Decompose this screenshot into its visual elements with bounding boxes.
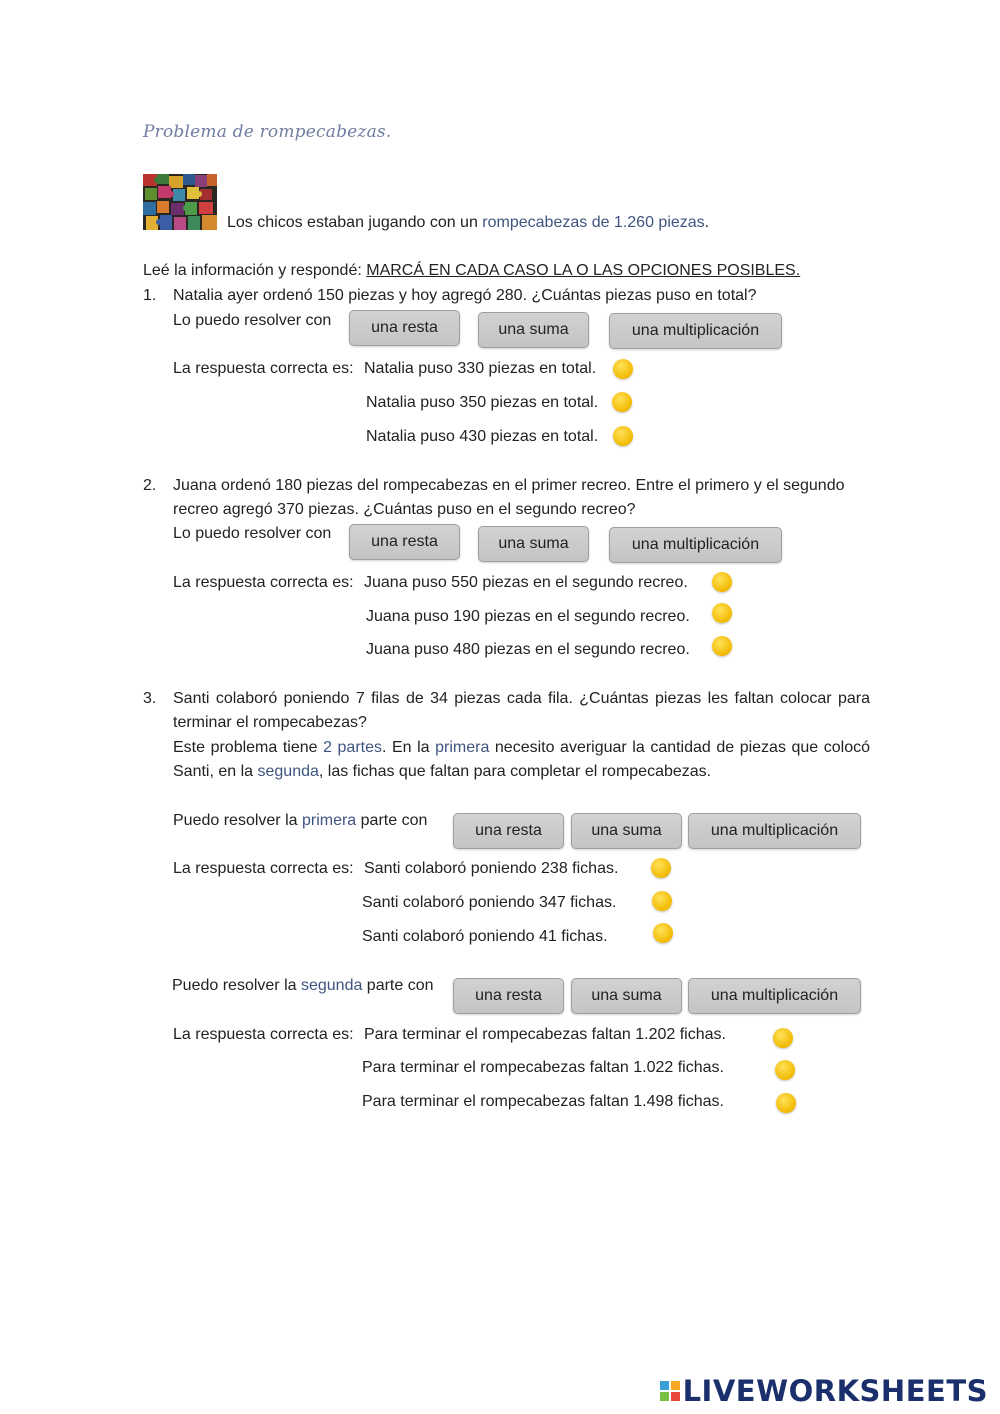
p2-answer-label: La respuesta correcta es:: [173, 574, 354, 591]
p3-part1-resta-button[interactable]: una resta: [453, 813, 564, 849]
p3-part2-resta-button[interactable]: una resta: [453, 978, 564, 1014]
p2-answer-3: Juana puso 480 piezas en el segundo recreo.: [366, 641, 690, 658]
p3-part1-answer-label: La respuesta correcta es:: [173, 860, 354, 877]
p1-resta-button[interactable]: una resta: [349, 310, 460, 346]
p2-answer-2: Juana puso 190 piezas en el segundo recreo.: [366, 608, 690, 625]
p2-answer-1: Juana puso 550 piezas en el segundo recreo.: [364, 574, 688, 591]
problem-2-number: 2.: [143, 477, 157, 494]
instruction: Leé la información y respondé: MARCÁ EN CADA CASO LA O LAS OPCIONES POSIBLES.: [143, 262, 801, 279]
p3-part1-answer-1: Santi colaboró poniendo 238 fichas.: [364, 860, 619, 877]
problem-1-number: 1.: [143, 287, 157, 304]
problem-1-resolve-label: Lo puedo resolver con: [173, 312, 332, 329]
liveworksheets-logo: [660, 1374, 988, 1408]
p3-part2-answer-label: La respuesta correcta es:: [173, 1026, 354, 1043]
p1-suma-button[interactable]: una suma: [478, 312, 589, 348]
problem-2-resolve-label: Lo puedo resolver con: [173, 525, 332, 542]
p1-answer-1: Natalia puso 330 piezas en total.: [364, 360, 597, 377]
p3-part2-answer-1: Para terminar el rompecabezas faltan 1.202 fichas.: [364, 1026, 726, 1043]
p1-answer-2-select-dot[interactable]: [612, 392, 632, 412]
p2-answer-3-select-dot[interactable]: [712, 636, 732, 656]
p3-part2-answer-3: Para terminar el rompecabezas faltan 1.498 fichas.: [362, 1093, 724, 1110]
p2-suma-button[interactable]: una suma: [478, 526, 589, 562]
p1-multiplicacion-button[interactable]: una multiplicación: [609, 313, 782, 349]
p3-part1-answer-3: Santi colaboró poniendo 41 fichas.: [362, 928, 608, 945]
intro-text: Los chicos estaban jugando con un rompecabezas de 1.260 piezas.: [227, 214, 710, 231]
problem-3-question: Santi colaboró poniendo 7 filas de 34 piezas cada fila. ¿Cuántas piezas les faltan colocar para terminar el rompecabezas?: [173, 690, 870, 731]
logo-text: LIVEWORKSHEETS: [682, 1374, 988, 1408]
p3-part1-multiplicacion-button[interactable]: una multiplicación: [688, 813, 861, 849]
instruction-underlined: MARCÁ EN CADA CASO LA O LAS OPCIONES POSIBLES.: [366, 262, 801, 279]
p3-part1-answer-2: Santi colaboró poniendo 347 fichas.: [362, 894, 617, 911]
page-title: Problema de rompecabezas.: [143, 122, 392, 142]
p3-part2-answer-3-select-dot[interactable]: [776, 1093, 796, 1113]
p2-multiplicacion-button[interactable]: una multiplicación: [609, 527, 782, 563]
p3-part1-answer-2-select-dot[interactable]: [652, 891, 672, 911]
p3-part1-answer-3-select-dot[interactable]: [653, 923, 673, 943]
p3-part2-resolve-label: Puedo resolver la segunda parte con: [172, 977, 434, 994]
problem-1-question: Natalia ayer ordenó 150 piezas y hoy agregó 280. ¿Cuántas piezas puso en total?: [173, 287, 757, 304]
p2-resta-button[interactable]: una resta: [349, 524, 460, 560]
p3-part1-suma-button[interactable]: una suma: [571, 813, 682, 849]
puzzle-image: [143, 174, 217, 230]
p2-answer-2-select-dot[interactable]: [712, 603, 732, 623]
p1-answer-2: Natalia puso 350 piezas en total.: [366, 394, 599, 411]
p3-part2-answer-1-select-dot[interactable]: [773, 1028, 793, 1048]
p3-part2-multiplicacion-button[interactable]: una multiplicación: [688, 978, 861, 1014]
p3-part2-suma-button[interactable]: una suma: [571, 978, 682, 1014]
intro-highlight: rompecabezas de 1.260 piezas: [482, 214, 705, 231]
problem-2-question-line1: Juana ordenó 180 piezas del rompecabezas en el primer recreo. Entre el primero y el segundo: [173, 477, 845, 494]
p1-answer-label: La respuesta correcta es:: [173, 360, 354, 377]
problem-3-explanation: Este problema tiene 2 partes. En la primera necesito averiguar la cantidad de piezas que colocó Santi, en la segunda, las fichas que faltan para completar el rompecabezas.: [173, 739, 871, 780]
p1-answer-3: Natalia puso 430 piezas en total.: [366, 428, 599, 445]
p1-answer-1-select-dot[interactable]: [613, 359, 633, 379]
problem-2-question-line2: recreo agregó 370 piezas. ¿Cuántas puso en el segundo recreo?: [173, 501, 636, 518]
p1-answer-3-select-dot[interactable]: [613, 426, 633, 446]
p3-part1-answer-1-select-dot[interactable]: [651, 858, 671, 878]
p3-part2-answer-2-select-dot[interactable]: [775, 1060, 795, 1080]
p2-answer-1-select-dot[interactable]: [712, 572, 732, 592]
p3-part2-answer-2: Para terminar el rompecabezas faltan 1.022 fichas.: [362, 1059, 724, 1076]
logo-icon: [660, 1381, 680, 1401]
p3-part1-resolve-label: Puedo resolver la primera parte con: [173, 812, 428, 829]
problem-3-number: 3.: [143, 690, 157, 707]
